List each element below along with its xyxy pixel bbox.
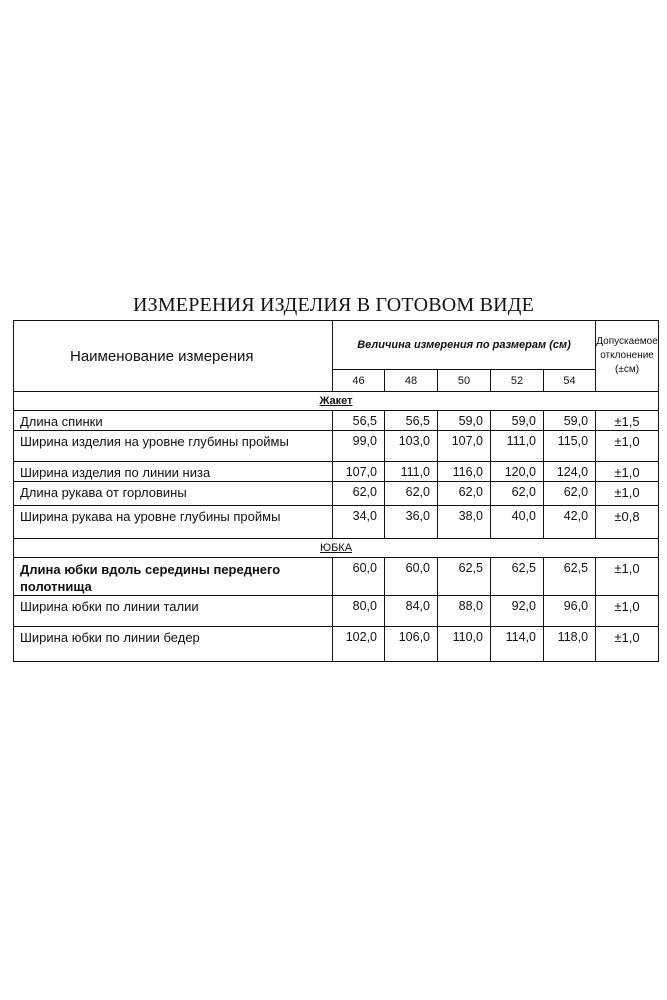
measurement-value: 62,0 bbox=[385, 482, 438, 506]
measurement-name: Длина спинки bbox=[14, 411, 333, 431]
size-header-cell: 50 bbox=[438, 370, 491, 392]
measurement-value: 62,5 bbox=[491, 558, 544, 596]
measurement-value: 120,0 bbox=[491, 462, 544, 482]
measurement-value: 59,0 bbox=[491, 411, 544, 431]
measurement-value: 40,0 bbox=[491, 506, 544, 539]
measurement-value: 99,0 bbox=[333, 431, 385, 462]
tolerance-column-header: Допускаемое отклонение (±см) bbox=[596, 321, 659, 392]
measurement-value: 62,5 bbox=[544, 558, 596, 596]
table-row bbox=[14, 627, 659, 662]
measurement-value: 59,0 bbox=[438, 411, 491, 431]
measurement-name: Ширина юбки по линии бедер bbox=[14, 627, 333, 662]
measurement-name: Длина юбки вдоль середины переднего полотнища bbox=[14, 558, 333, 596]
measurement-value: 111,0 bbox=[491, 431, 544, 462]
measurement-value: 34,0 bbox=[333, 506, 385, 539]
measurement-value: 56,5 bbox=[385, 411, 438, 431]
measurement-value: 62,0 bbox=[438, 482, 491, 506]
measurement-value: 107,0 bbox=[333, 462, 385, 482]
section-row bbox=[14, 392, 659, 411]
tolerance-value: ±1,0 bbox=[596, 482, 659, 506]
measurement-value: 115,0 bbox=[544, 431, 596, 462]
table-row bbox=[14, 431, 659, 462]
measurement-value: 56,5 bbox=[333, 411, 385, 431]
measurement-value: 62,0 bbox=[544, 482, 596, 506]
measurement-value: 96,0 bbox=[544, 596, 596, 627]
table-row bbox=[14, 462, 659, 482]
size-header-cell: 48 bbox=[385, 370, 438, 392]
measurement-value: 62,0 bbox=[491, 482, 544, 506]
measurement-value: 62,5 bbox=[438, 558, 491, 596]
tolerance-value: ±1,0 bbox=[596, 558, 659, 596]
section-row bbox=[14, 539, 659, 558]
measurement-value: 36,0 bbox=[385, 506, 438, 539]
header-row bbox=[14, 321, 659, 370]
size-header-cell: 52 bbox=[491, 370, 544, 392]
tolerance-value: ±1,0 bbox=[596, 627, 659, 662]
measurement-value: 60,0 bbox=[333, 558, 385, 596]
tolerance-value: ±1,5 bbox=[596, 411, 659, 431]
measurements-table bbox=[13, 320, 659, 662]
measurement-value: 114,0 bbox=[491, 627, 544, 662]
measurement-value: 92,0 bbox=[491, 596, 544, 627]
measurement-name: Ширина юбки по линии талии bbox=[14, 596, 333, 627]
measurement-value: 110,0 bbox=[438, 627, 491, 662]
measurement-value: 38,0 bbox=[438, 506, 491, 539]
measurement-value: 111,0 bbox=[385, 462, 438, 482]
tolerance-value: ±1,0 bbox=[596, 596, 659, 627]
sizes-group-header: Величина измерения по размерам (см) bbox=[333, 321, 596, 370]
page-title: ИЗМЕРЕНИЯ ИЗДЕЛИЯ В ГОТОВОМ ВИДЕ bbox=[132, 294, 535, 316]
measurement-value: 124,0 bbox=[544, 462, 596, 482]
measurement-value: 80,0 bbox=[333, 596, 385, 627]
measurement-name: Длина рукава от горловины bbox=[14, 482, 333, 506]
measurement-value: 62,0 bbox=[333, 482, 385, 506]
size-header-cell: 54 bbox=[544, 370, 596, 392]
measurement-name: Ширина изделия по линии низа bbox=[14, 462, 333, 482]
table-row bbox=[14, 482, 659, 506]
section-title: ЮБКА bbox=[14, 539, 659, 558]
measurement-name: Ширина рукава на уровне глубины проймы bbox=[14, 506, 333, 539]
measurement-value: 118,0 bbox=[544, 627, 596, 662]
tolerance-value: ±1,0 bbox=[596, 462, 659, 482]
measurement-name: Ширина изделия на уровне глубины проймы bbox=[14, 431, 333, 462]
measurement-value: 42,0 bbox=[544, 506, 596, 539]
measurement-value: 116,0 bbox=[438, 462, 491, 482]
measurement-value: 106,0 bbox=[385, 627, 438, 662]
measurement-value: 60,0 bbox=[385, 558, 438, 596]
measurement-value: 88,0 bbox=[438, 596, 491, 627]
table-row bbox=[14, 596, 659, 627]
measurement-value: 102,0 bbox=[333, 627, 385, 662]
size-header-cell: 46 bbox=[333, 370, 385, 392]
section-title: Жакет bbox=[14, 392, 659, 411]
table-row bbox=[14, 558, 659, 596]
measurement-value: 59,0 bbox=[544, 411, 596, 431]
tolerance-value: ±0,8 bbox=[596, 506, 659, 539]
measurement-value: 103,0 bbox=[385, 431, 438, 462]
tolerance-value: ±1,0 bbox=[596, 431, 659, 462]
table-row bbox=[14, 411, 659, 431]
name-column-header: Наименование измерения bbox=[14, 321, 333, 392]
measurement-value: 84,0 bbox=[385, 596, 438, 627]
measurement-value: 107,0 bbox=[438, 431, 491, 462]
table-row bbox=[14, 506, 659, 539]
